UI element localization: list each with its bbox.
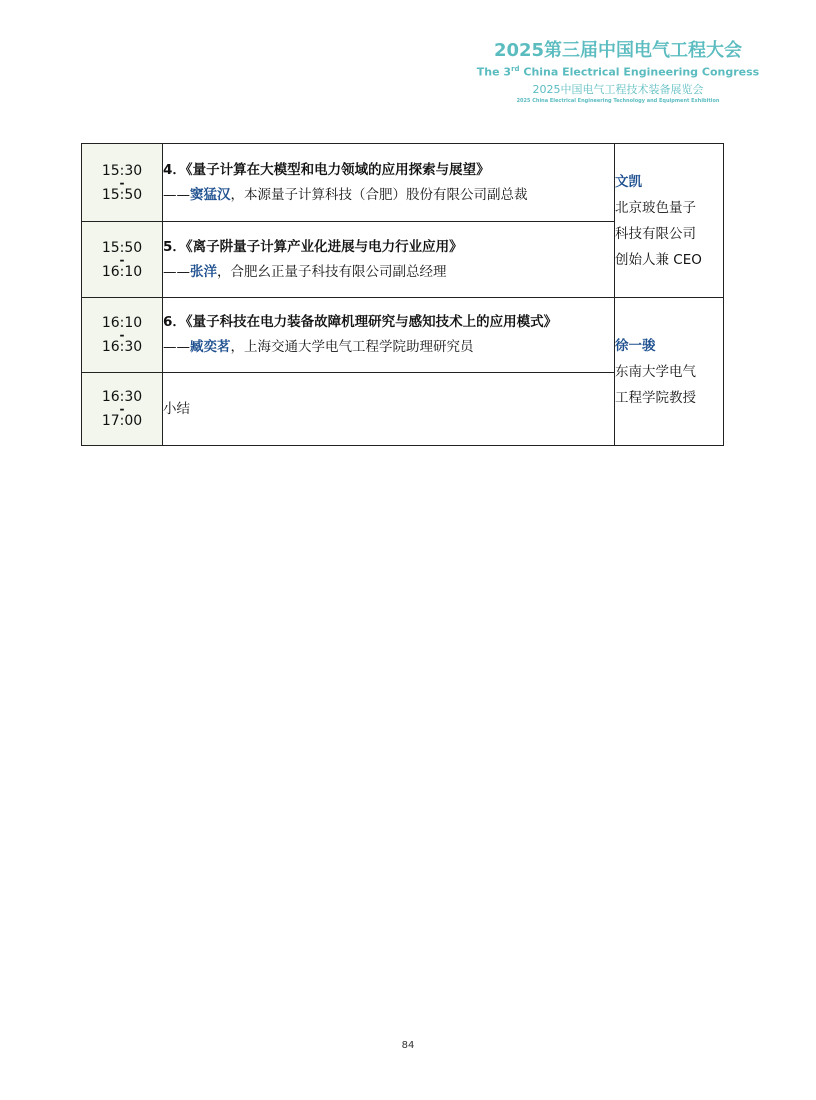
talk-title: 4．《量子计算在大模型和电力领域的应用探索与展望》 — [163, 161, 490, 178]
congress-title-en: The 3rd China Electrical Engineering Congress — [476, 65, 760, 79]
speaker-affiliation: ，上海交通大学电气工程学院助理研究员 — [230, 339, 474, 355]
host-name: 文凯 — [615, 173, 642, 190]
end-time: 16:10 — [101, 263, 143, 280]
time-dash: - — [119, 175, 125, 190]
host-name: 徐一骏 — [615, 337, 656, 354]
time-dash: - — [119, 328, 125, 342]
start-time: 15:50 — [101, 239, 143, 256]
speaker-name: 窦猛汉 — [190, 186, 231, 203]
congress-header — [468, 40, 768, 105]
host-cell — [615, 298, 724, 446]
host-affiliation-line: 工程学院教授 — [615, 389, 696, 406]
host-cell — [615, 144, 724, 298]
dash-prefix: —— — [163, 263, 190, 280]
agenda-table — [81, 143, 724, 446]
speaker-affiliation: ，合肥幺正量子科技有限公司副总经理 — [217, 263, 447, 280]
host-affiliation-line: 创始人兼 CEO — [615, 251, 702, 268]
summary-text: 小结 — [163, 400, 190, 417]
dash-prefix: —— — [163, 339, 190, 355]
talk-title: 6．《量子科技在电力装备故障机理研究与感知技术上的应用模式》 — [163, 314, 558, 330]
time-cell — [82, 298, 163, 373]
speaker-name: 臧奕茗 — [190, 339, 231, 355]
topic-cell — [163, 298, 615, 373]
end-time: 15:50 — [101, 186, 143, 203]
host-affiliation-line: 北京玻色量子 — [615, 199, 696, 216]
time-cell — [82, 222, 163, 298]
time-dash: - — [119, 252, 125, 267]
topic-cell — [163, 373, 615, 446]
table-row — [82, 144, 724, 222]
host-affiliation-line: 东南大学电气 — [615, 363, 696, 380]
start-time: 15:30 — [101, 162, 143, 179]
topic-cell — [163, 144, 615, 222]
speaker-line — [163, 183, 614, 208]
speaker-affiliation: ，本源量子计算科技（合肥）股份有限公司副总裁 — [230, 186, 528, 203]
time-cell — [82, 144, 163, 222]
congress-title-cn: 2025第三届中国电气工程大会 — [493, 40, 743, 61]
speaker-line — [163, 335, 614, 360]
dash-prefix: —— — [163, 186, 190, 203]
end-time: 17:00 — [101, 413, 143, 429]
speaker-name: 张洋 — [190, 263, 217, 280]
exhibition-title-en: 2025 China Electrical Engineering Technology and Equipment Exhibition — [516, 97, 720, 104]
exhibition-title-cn: 2025中国电气工程技术装备展览会 — [532, 82, 704, 96]
page-number: 84 — [401, 1040, 415, 1051]
start-time: 16:30 — [101, 389, 143, 405]
start-time: 16:10 — [101, 315, 143, 331]
host-affiliation-line: 科技有限公司 — [615, 225, 696, 242]
topic-cell — [163, 222, 615, 298]
end-time: 16:30 — [101, 339, 143, 355]
speaker-line — [163, 260, 614, 285]
talk-title: 5．《离子阱量子计算产业化进展与电力行业应用》 — [163, 238, 463, 255]
table-row — [82, 298, 724, 373]
time-dash: - — [119, 402, 125, 416]
time-cell — [82, 373, 163, 446]
